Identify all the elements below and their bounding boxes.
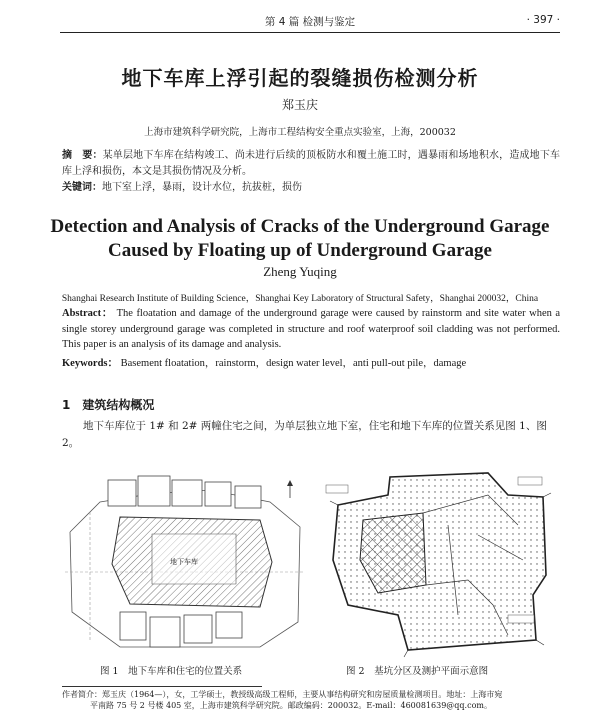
english-title-line1: Detection and Analysis of Cracks of the Underground Garage: [50, 216, 550, 237]
english-title-line2: Caused by Floating up of Underground Garage: [108, 240, 492, 261]
figure-1-label: 地下车库: [170, 558, 198, 566]
author-footnote: [62, 689, 562, 711]
section-number: 1: [62, 398, 71, 412]
figure-1-site-plan: [60, 472, 310, 652]
section-heading: [62, 396, 154, 413]
footnote-rule: [62, 686, 262, 687]
english-abstract: [62, 306, 560, 353]
english-keywords: [62, 355, 560, 370]
footnote-line-1: 作者简介：郑玉庆（1964—），女，工学硕士，教授级高级工程师，主要从事结构研究和房屋质量检测项目。地址：上海市宛: [62, 690, 503, 699]
chinese-keywords: [62, 181, 560, 195]
english-abstract-text: The floatation and damage of the underground garage were caused by rainstorm and site water when a single storey underground garage was completed in structure and roof waterproof soil cladding was not performed. This paper is an analysis of its damage and analysis.: [62, 308, 561, 350]
english-affiliation: Shanghai Research Institute of Building Science，Shanghai Key Laboratory of Structural Safety，Shanghai 200032，China: [61, 294, 539, 304]
chinese-affiliation: 上海市建筑科学研究院，上海市工程结构安全重点实验室，上海，200032: [144, 127, 456, 138]
english-title: [0, 215, 600, 263]
figure-2-pit-plan: [318, 465, 558, 660]
body-paragraph: 地下车库位于 1# 和 2# 两幢住宅之间，为单层独立地下室，住宅和地下车库的位置关系见图 1、图 2。: [62, 420, 547, 449]
header-section: 第 4 篇 检测与鉴定: [264, 16, 356, 28]
header-rule: [60, 32, 560, 33]
english-author: Zheng Yuqing: [263, 264, 337, 279]
page-number: · 397 ·: [526, 14, 560, 26]
english-keywords-text: Basement floatation，rainstorm，design water level，anti pull-out pile，damage: [120, 358, 467, 369]
english-keywords-label: Keywords：: [62, 358, 118, 369]
chinese-keywords-text: 地下室上浮，暴雨，设计水位，抗拔桩，损伤: [102, 182, 302, 193]
figure-2-caption: 图 2 基坑分区及测护平面示意图: [346, 666, 489, 677]
chinese-keywords-label: 关键词：: [62, 182, 102, 193]
chinese-title: 地下车库上浮引起的裂缝损伤检测分析: [121, 66, 479, 90]
section-title: 建筑结构概况: [82, 398, 155, 412]
running-header: [60, 14, 560, 30]
chinese-abstract: [62, 148, 560, 180]
chinese-abstract-label: 摘 要：: [62, 150, 103, 161]
footnote-line-2: 平南路 75 号 2 号楼 405 室，上海市建筑科学研究院。邮政编码：200032。E-mail：460081639@qq.com。: [90, 701, 492, 710]
chinese-author: 郑玉庆: [281, 98, 318, 112]
english-abstract-label: Abstract：: [62, 308, 114, 319]
figure-1-caption: 图 1 地下车库和住宅的位置关系: [100, 666, 243, 677]
chinese-abstract-text: 某单层地下车库在结构竣工、尚未进行后续的顶板防水和覆土施工时，遇暴雨和场地积水，造成地下车库上浮和损伤，本文是其损伤情况及分析。: [62, 150, 561, 177]
